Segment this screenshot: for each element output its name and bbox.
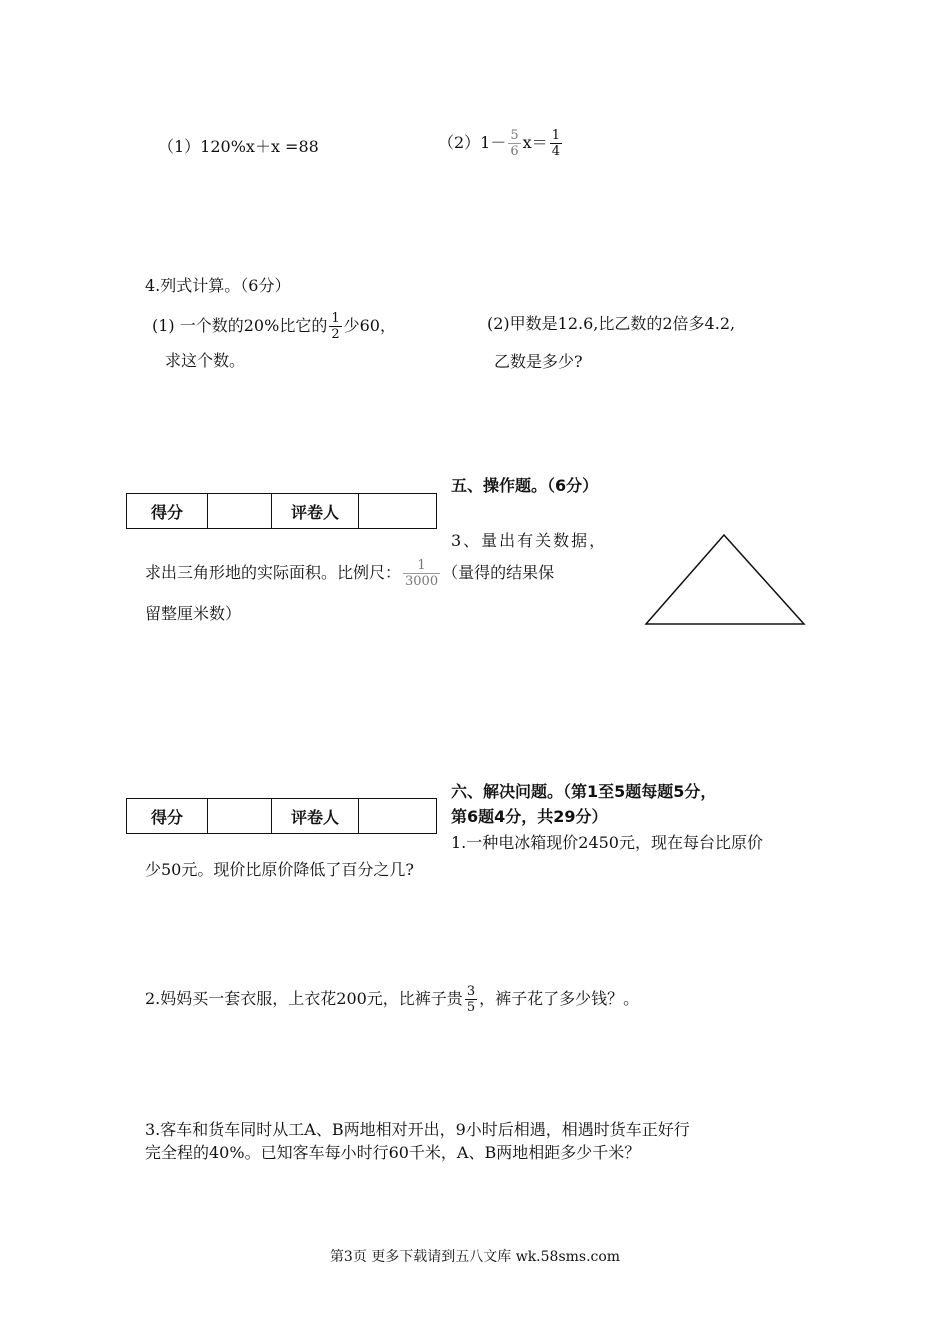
section5-line2	[145, 558, 554, 589]
fraction-numerator: 1	[551, 128, 560, 143]
fraction-3-5	[465, 984, 477, 1015]
s6-q2	[145, 984, 639, 1015]
s6-q2-text: 2.妈妈买一套衣服，上衣花200元，比裤子贵	[145, 989, 463, 1008]
grader-value	[359, 494, 437, 529]
score-table	[126, 493, 437, 529]
section5-heading: 五、操作题。（6分）	[451, 476, 599, 495]
equation-2-mid: x＝	[522, 133, 548, 152]
q4-part1-line2: 求这个数。	[165, 351, 246, 370]
s6-q1-line2: 少50元。现价比原价降低了百分之几?	[145, 860, 414, 879]
q4-title: 4.列式计算。（6分）	[145, 276, 291, 295]
fraction-numerator: 5	[510, 128, 519, 143]
fraction-1-4	[550, 128, 562, 159]
q4-part1-line1	[152, 311, 396, 342]
fraction-numerator: 1	[417, 558, 426, 573]
s6-q3-line2: 完全程的40%。已知客车每小时行60千米，A、B两地相距多少千米？	[145, 1143, 641, 1162]
fraction-denominator: 3000	[405, 574, 439, 589]
q4-part2-line2: 乙数是多少?	[494, 352, 583, 371]
fraction-denominator: 2	[331, 327, 340, 342]
s6-q1-line1: 1.一种电冰箱现价2450元，现在每台比原价	[451, 833, 763, 852]
grader-value	[359, 799, 437, 834]
fraction-denominator: 5	[466, 1000, 476, 1015]
q4-part1-text-end: 少60，	[343, 316, 396, 335]
q4-part2-line1: (2)甲数是12.6,比乙数的2倍多4.2,	[487, 314, 736, 333]
scale-fraction	[403, 558, 440, 589]
score-value	[208, 799, 272, 834]
equation-2	[438, 128, 564, 159]
page-footer: 第3页 更多下载请到五八文库 wk.58sms.com	[329, 1249, 621, 1265]
fraction-numerator: 1	[331, 311, 340, 326]
triangle-shape	[646, 535, 804, 624]
fraction-denominator: 6	[510, 144, 519, 159]
q4-part1-text: (1) 一个数的20%比它的	[152, 316, 328, 335]
score-value	[208, 494, 272, 529]
fraction-denominator: 4	[551, 144, 560, 159]
section5-line2-text-end: （量得的结果保	[442, 563, 555, 582]
s6-q3-line1: 3.客车和货车同时从工A、B两地相对开出，9小时后相遇，相遇时货车正好行	[145, 1120, 690, 1139]
equation-2-prefix: （2）1－	[438, 133, 507, 152]
equation-1: （1）120%x＋x =88	[158, 137, 319, 156]
section5-line1: 3、量出有关数据，	[451, 531, 608, 550]
fraction-1-2	[329, 311, 341, 342]
score-label: 得分	[127, 494, 208, 529]
grader-label: 评卷人	[272, 494, 359, 529]
score-label: 得分	[127, 799, 208, 834]
section5-line3: 留整厘米数）	[145, 604, 242, 623]
section6-heading-line1: 六、解决问题。（第1至5题每题5分，	[451, 782, 717, 801]
grader-label: 评卷人	[272, 799, 359, 834]
score-table-2	[126, 798, 437, 834]
s6-q2-text-end: ，裤子花了多少钱？。	[479, 989, 640, 1008]
section6-heading-line2: 第6题4分，共29分）	[451, 807, 608, 826]
fraction-numerator: 3	[466, 984, 476, 999]
triangle-figure	[644, 533, 808, 627]
fraction-5-6	[508, 128, 520, 159]
section5-line2-text: 求出三角形地的实际面积。比例尺：	[145, 563, 402, 582]
